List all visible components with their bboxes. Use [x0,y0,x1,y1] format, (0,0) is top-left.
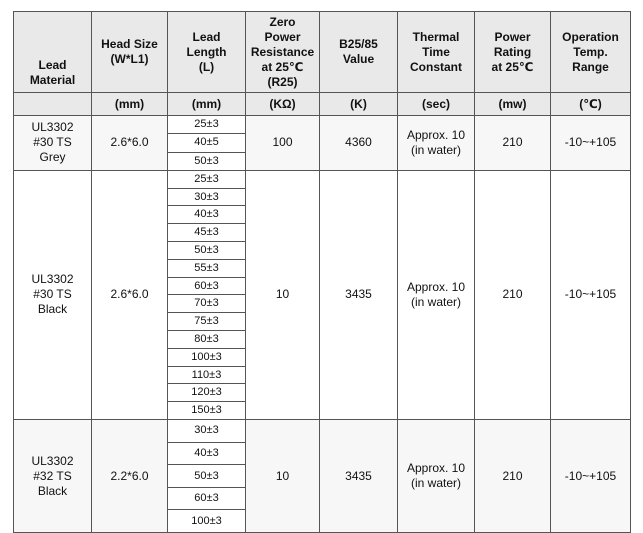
table-row [14,116,631,171]
unit-cell: (sec) [398,93,475,116]
lead-length-item: 45±3 [168,224,245,242]
unit-cell [14,93,92,116]
lead-length-item: 60±3 [168,488,245,511]
head-size-cell: 2.2*6.0 [92,420,168,533]
resistance-cell: 100 [246,116,320,171]
table-row [14,420,631,533]
lead-length-item: 80±3 [168,331,245,349]
power-cell: 210 [475,170,551,419]
power-cell: 210 [475,420,551,533]
lead-length-item: 50±3 [168,465,245,488]
lead-length-item: 75±3 [168,313,245,331]
lead-length-item: 55±3 [168,260,245,278]
unit-cell: (mm) [168,93,246,116]
lead-length-item: 150±3 [191,404,222,417]
time-constant-cell: Approx. 10 (in water) [398,170,475,419]
material-cell: UL3302 #32 TS Black [14,420,92,533]
resistance-cell: 10 [246,420,320,533]
power-cell: 210 [475,116,551,171]
lead-length-item: 25±3 [168,116,245,134]
header-head-size: Head Size (W*L1) [92,12,168,93]
temp-range-cell: -10~+105 [551,116,631,171]
header-resistance: Zero Power Resistance at 25℃ (R25) [246,12,320,93]
b-value-cell: 3435 [320,420,398,533]
header-time-constant: Thermal Time Constant [398,12,475,93]
header-temp-range: Operation Temp. Range [551,12,631,93]
lead-length-item: 50±3 [194,154,219,167]
unit-row [14,93,631,116]
lead-length-cell [168,420,246,533]
header-b-value: B25/85 Value [320,12,398,93]
temp-range-cell: -10~+105 [551,420,631,533]
table-row [14,170,631,419]
b-value-cell: 3435 [320,170,398,419]
lead-length-item: 40±5 [168,134,245,152]
lead-length-item: 60±3 [168,278,245,296]
b-value-cell: 4360 [320,116,398,171]
lead-length-item: 120±3 [168,384,245,402]
unit-cell: (mm) [92,93,168,116]
header-lead-length: Lead Length (L) [168,12,246,93]
unit-cell: (K) [320,93,398,116]
material-cell: UL3302 #30 TS Grey [14,116,92,171]
material-cell: UL3302 #30 TS Black [14,170,92,419]
lead-length-cell [168,116,246,171]
time-constant-cell: Approx. 10 (in water) [398,116,475,171]
header-lead-material: Lead Material [14,12,92,93]
lead-length-item: 40±3 [168,443,245,466]
lead-length-item: 110±3 [168,367,245,385]
lead-length-item: 100±3 [191,514,222,527]
temp-range-cell: -10~+105 [551,170,631,419]
head-size-cell: 2.6*6.0 [92,116,168,171]
unit-cell: (mw) [475,93,551,116]
thermistor-spec-table [13,11,631,533]
header-power-rating: Power Rating at 25℃ [475,12,551,93]
lead-length-cell [168,170,246,419]
lead-length-item: 50±3 [168,242,245,260]
unit-cell: (℃) [551,93,631,116]
lead-length-item: 100±3 [168,349,245,367]
unit-cell: (KΩ) [246,93,320,116]
lead-length-item: 30±3 [168,189,245,207]
time-constant-cell: Approx. 10 (in water) [398,420,475,533]
lead-length-item: 25±3 [168,171,245,189]
lead-length-item: 30±3 [168,420,245,443]
head-size-cell: 2.6*6.0 [92,170,168,419]
resistance-cell: 10 [246,170,320,419]
lead-length-item: 70±3 [168,295,245,313]
lead-length-item: 40±3 [168,206,245,224]
header-row [14,12,631,93]
